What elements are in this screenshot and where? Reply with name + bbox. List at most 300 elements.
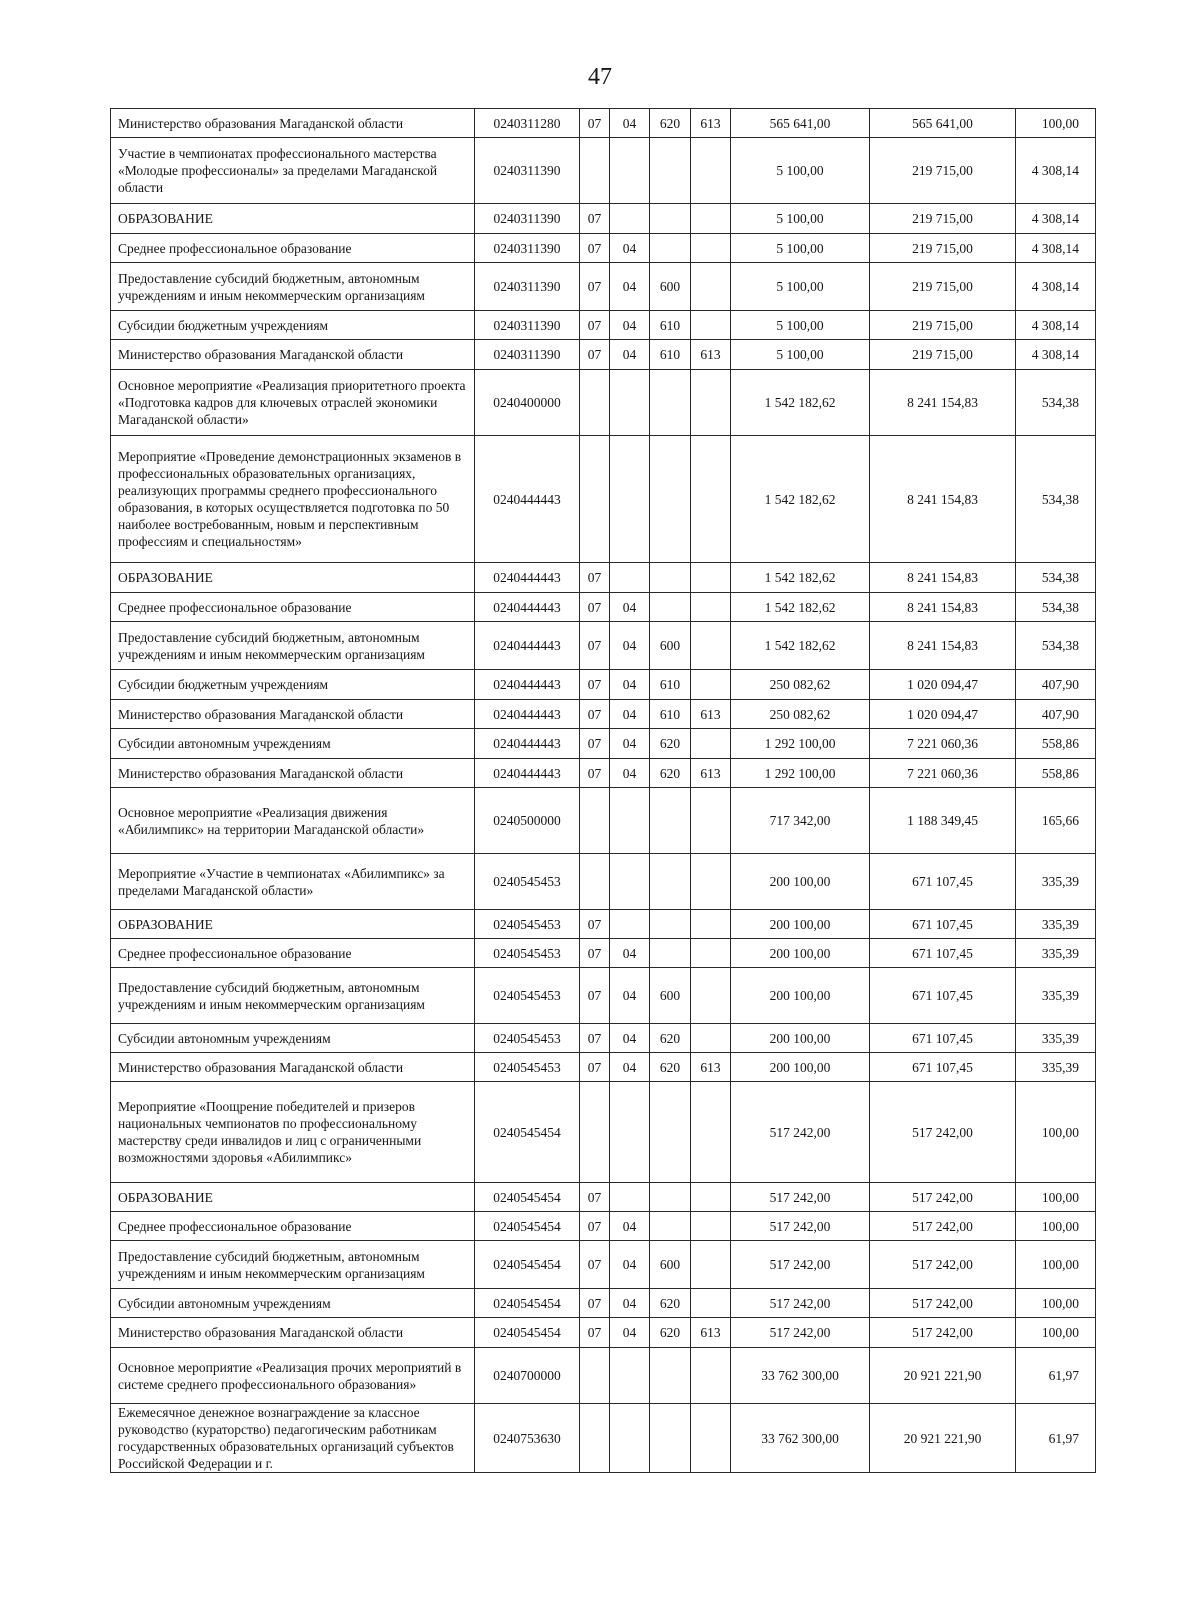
expense-type-code — [650, 234, 691, 263]
item-name: ОБРАЗОВАНИЕ — [111, 910, 475, 939]
executed-amount: 1 020 094,47 — [870, 700, 1016, 729]
expense-subtype-code — [691, 436, 731, 563]
table-row — [111, 593, 1096, 622]
target-code: 0240400000 — [475, 370, 580, 436]
item-name: Среднее профессиональное образование — [111, 593, 475, 622]
expense-subtype-code — [691, 263, 731, 311]
section-code: 07 — [580, 1212, 610, 1241]
subsection-code — [610, 1183, 650, 1212]
section-code: 07 — [580, 700, 610, 729]
target-code: 0240700000 — [475, 1348, 580, 1404]
item-name: Министерство образования Магаданской области — [111, 109, 475, 138]
expense-type-code — [650, 593, 691, 622]
section-code: 07 — [580, 234, 610, 263]
page-number: 47 — [588, 64, 612, 90]
executed-amount: 219 715,00 — [870, 204, 1016, 234]
target-code: 0240545453 — [475, 1024, 580, 1053]
table-body — [111, 109, 1096, 1473]
table-row — [111, 670, 1096, 700]
expense-type-code: 600 — [650, 622, 691, 670]
target-code: 0240545453 — [475, 910, 580, 939]
executed-amount: 671 107,45 — [870, 1053, 1016, 1082]
target-code: 0240311390 — [475, 263, 580, 311]
item-name: Субсидии автономным учреждениям — [111, 1289, 475, 1318]
executed-amount: 219 715,00 — [870, 263, 1016, 311]
execution-percent: 100,00 — [1016, 1082, 1096, 1183]
expense-type-code: 600 — [650, 968, 691, 1024]
expense-subtype-code — [691, 311, 731, 340]
target-code: 0240545454 — [475, 1082, 580, 1183]
section-code: 07 — [580, 563, 610, 593]
target-code: 0240545453 — [475, 854, 580, 910]
section-code — [580, 854, 610, 910]
planned-amount: 1 542 182,62 — [731, 370, 870, 436]
expense-type-code: 620 — [650, 1318, 691, 1348]
section-code: 07 — [580, 622, 610, 670]
subsection-code — [610, 854, 650, 910]
planned-amount: 517 242,00 — [731, 1183, 870, 1212]
execution-percent: 335,39 — [1016, 939, 1096, 968]
expense-type-code — [650, 1404, 691, 1473]
item-name: Ежемесячное денежное вознаграждение за классное руководство (кураторство) педагогическим работникам государственных образовательных организаций субъектов Российской Федерации и г. — [111, 1404, 475, 1473]
expense-type-code — [650, 436, 691, 563]
expense-subtype-code — [691, 968, 731, 1024]
section-code: 07 — [580, 670, 610, 700]
executed-amount: 1 188 349,45 — [870, 788, 1016, 854]
item-name: Основное мероприятие «Реализация приоритетного проекта «Подготовка кадров для ключевых отраслей экономики Магаданской области» — [111, 370, 475, 436]
table-row — [111, 138, 1096, 204]
item-name: Министерство образования Магаданской области — [111, 340, 475, 370]
executed-amount: 517 242,00 — [870, 1082, 1016, 1183]
planned-amount: 1 542 182,62 — [731, 593, 870, 622]
subsection-code — [610, 204, 650, 234]
table-row — [111, 939, 1096, 968]
expense-subtype-code — [691, 1348, 731, 1404]
planned-amount: 1 542 182,62 — [731, 622, 870, 670]
table-row — [111, 1053, 1096, 1082]
expense-type-code: 620 — [650, 1053, 691, 1082]
execution-percent: 100,00 — [1016, 109, 1096, 138]
execution-percent: 4 308,14 — [1016, 234, 1096, 263]
expense-type-code — [650, 939, 691, 968]
item-name: Предоставление субсидий бюджетным, автономным учреждениям и иным некоммерческим организациям — [111, 263, 475, 311]
planned-amount: 33 762 300,00 — [731, 1348, 870, 1404]
executed-amount: 8 241 154,83 — [870, 622, 1016, 670]
item-name: Мероприятие «Поощрение победителей и призеров национальных чемпионатов по профессиональному мастерству среди инвалидов и лиц с ограниченными возможностями здоровья «Абилимпикс» — [111, 1082, 475, 1183]
expense-subtype-code — [691, 593, 731, 622]
section-code — [580, 1082, 610, 1183]
expense-subtype-code: 613 — [691, 1053, 731, 1082]
executed-amount: 20 921 221,90 — [870, 1404, 1016, 1473]
section-code — [580, 138, 610, 204]
execution-percent: 4 308,14 — [1016, 204, 1096, 234]
execution-percent: 407,90 — [1016, 700, 1096, 729]
expense-type-code — [650, 788, 691, 854]
expense-type-code — [650, 1183, 691, 1212]
expense-type-code: 600 — [650, 1241, 691, 1289]
subsection-code: 04 — [610, 340, 650, 370]
target-code: 0240444443 — [475, 563, 580, 593]
executed-amount: 7 221 060,36 — [870, 729, 1016, 759]
execution-percent: 534,38 — [1016, 593, 1096, 622]
target-code: 0240545453 — [475, 1053, 580, 1082]
execution-percent: 335,39 — [1016, 968, 1096, 1024]
planned-amount: 200 100,00 — [731, 1024, 870, 1053]
item-name: Субсидии бюджетным учреждениям — [111, 311, 475, 340]
execution-percent: 4 308,14 — [1016, 311, 1096, 340]
section-code: 07 — [580, 910, 610, 939]
target-code: 0240545454 — [475, 1318, 580, 1348]
subsection-code — [610, 1082, 650, 1183]
target-code: 0240545454 — [475, 1212, 580, 1241]
section-code: 07 — [580, 1318, 610, 1348]
table-row — [111, 700, 1096, 729]
item-name: Среднее профессиональное образование — [111, 939, 475, 968]
planned-amount: 200 100,00 — [731, 1053, 870, 1082]
section-code — [580, 370, 610, 436]
section-code: 07 — [580, 593, 610, 622]
expense-subtype-code: 613 — [691, 700, 731, 729]
expense-type-code — [650, 563, 691, 593]
expense-type-code: 620 — [650, 729, 691, 759]
expense-subtype-code: 613 — [691, 759, 731, 788]
subsection-code: 04 — [610, 1318, 650, 1348]
expense-type-code: 610 — [650, 670, 691, 700]
expense-type-code: 600 — [650, 263, 691, 311]
table-row — [111, 854, 1096, 910]
section-code: 07 — [580, 109, 610, 138]
item-name: Предоставление субсидий бюджетным, автономным учреждениям и иным некоммерческим организациям — [111, 1241, 475, 1289]
section-code — [580, 788, 610, 854]
expense-type-code: 610 — [650, 700, 691, 729]
expense-subtype-code — [691, 1024, 731, 1053]
expense-type-code: 620 — [650, 759, 691, 788]
planned-amount: 250 082,62 — [731, 670, 870, 700]
execution-percent: 558,86 — [1016, 729, 1096, 759]
execution-percent: 100,00 — [1016, 1183, 1096, 1212]
item-name: ОБРАЗОВАНИЕ — [111, 563, 475, 593]
target-code: 0240311390 — [475, 311, 580, 340]
planned-amount: 1 542 182,62 — [731, 436, 870, 563]
table-row — [111, 1404, 1096, 1473]
section-code: 07 — [580, 939, 610, 968]
expense-type-code: 620 — [650, 1289, 691, 1318]
execution-percent: 534,38 — [1016, 622, 1096, 670]
planned-amount: 5 100,00 — [731, 340, 870, 370]
subsection-code: 04 — [610, 311, 650, 340]
execution-percent: 100,00 — [1016, 1241, 1096, 1289]
target-code: 0240753630 — [475, 1404, 580, 1473]
item-name: ОБРАЗОВАНИЕ — [111, 1183, 475, 1212]
executed-amount: 517 242,00 — [870, 1318, 1016, 1348]
expense-type-code — [650, 854, 691, 910]
executed-amount: 8 241 154,83 — [870, 436, 1016, 563]
table-row — [111, 759, 1096, 788]
expense-type-code — [650, 1348, 691, 1404]
expense-type-code: 620 — [650, 109, 691, 138]
target-code: 0240444443 — [475, 670, 580, 700]
item-name: Министерство образования Магаданской области — [111, 1318, 475, 1348]
table-row — [111, 263, 1096, 311]
table-row — [111, 729, 1096, 759]
execution-percent: 100,00 — [1016, 1212, 1096, 1241]
table-row — [111, 563, 1096, 593]
target-code: 0240311280 — [475, 109, 580, 138]
executed-amount: 517 242,00 — [870, 1241, 1016, 1289]
expense-type-code: 620 — [650, 1024, 691, 1053]
section-code: 07 — [580, 729, 610, 759]
item-name: Мероприятие «Проведение демонстрационных экзаменов в профессиональных образовательных организациях, реализующих программы среднего профессионального образования, в которых осуществляется подготовка по 50 наиболее востребованным, новым и перспективным профессиям и специальностям» — [111, 436, 475, 563]
target-code: 0240311390 — [475, 234, 580, 263]
executed-amount: 8 241 154,83 — [870, 370, 1016, 436]
subsection-code: 04 — [610, 622, 650, 670]
expense-subtype-code — [691, 1289, 731, 1318]
planned-amount: 1 542 182,62 — [731, 563, 870, 593]
execution-percent: 335,39 — [1016, 854, 1096, 910]
section-code — [580, 1404, 610, 1473]
target-code: 0240545453 — [475, 968, 580, 1024]
planned-amount: 250 082,62 — [731, 700, 870, 729]
section-code: 07 — [580, 759, 610, 788]
subsection-code: 04 — [610, 1053, 650, 1082]
subsection-code: 04 — [610, 939, 650, 968]
subsection-code: 04 — [610, 109, 650, 138]
table-row — [111, 968, 1096, 1024]
expense-subtype-code — [691, 1404, 731, 1473]
execution-percent: 165,66 — [1016, 788, 1096, 854]
section-code: 07 — [580, 1241, 610, 1289]
section-code: 07 — [580, 1289, 610, 1318]
planned-amount: 517 242,00 — [731, 1241, 870, 1289]
item-name: Основное мероприятие «Реализация прочих мероприятий в системе среднего профессионального образования» — [111, 1348, 475, 1404]
table-row — [111, 311, 1096, 340]
planned-amount: 200 100,00 — [731, 910, 870, 939]
planned-amount: 5 100,00 — [731, 234, 870, 263]
expense-subtype-code — [691, 939, 731, 968]
item-name: Мероприятие «Участие в чемпионатах «Абилимпикс» за пределами Магаданской области» — [111, 854, 475, 910]
planned-amount: 1 292 100,00 — [731, 759, 870, 788]
expense-subtype-code: 613 — [691, 109, 731, 138]
executed-amount: 219 715,00 — [870, 138, 1016, 204]
subsection-code — [610, 788, 650, 854]
target-code: 0240444443 — [475, 436, 580, 563]
budget-table — [110, 108, 1096, 1473]
executed-amount: 671 107,45 — [870, 939, 1016, 968]
table-row — [111, 1348, 1096, 1404]
item-name: Министерство образования Магаданской области — [111, 700, 475, 729]
target-code: 0240545454 — [475, 1183, 580, 1212]
subsection-code: 04 — [610, 1024, 650, 1053]
target-code: 0240444443 — [475, 759, 580, 788]
planned-amount: 517 242,00 — [731, 1289, 870, 1318]
expense-subtype-code — [691, 370, 731, 436]
subsection-code: 04 — [610, 968, 650, 1024]
executed-amount: 8 241 154,83 — [870, 593, 1016, 622]
subsection-code: 04 — [610, 263, 650, 311]
target-code: 0240311390 — [475, 204, 580, 234]
expense-type-code: 610 — [650, 311, 691, 340]
planned-amount: 200 100,00 — [731, 854, 870, 910]
expense-subtype-code — [691, 729, 731, 759]
item-name: Министерство образования Магаданской области — [111, 759, 475, 788]
expense-subtype-code — [691, 234, 731, 263]
section-code: 07 — [580, 311, 610, 340]
target-code: 0240444443 — [475, 700, 580, 729]
table-row — [111, 340, 1096, 370]
expense-subtype-code — [691, 138, 731, 204]
execution-percent: 4 308,14 — [1016, 138, 1096, 204]
expense-type-code — [650, 204, 691, 234]
table-row — [111, 204, 1096, 234]
target-code: 0240311390 — [475, 340, 580, 370]
expense-subtype-code — [691, 1212, 731, 1241]
planned-amount: 5 100,00 — [731, 138, 870, 204]
executed-amount: 20 921 221,90 — [870, 1348, 1016, 1404]
expense-subtype-code — [691, 910, 731, 939]
target-code: 0240545453 — [475, 939, 580, 968]
execution-percent: 100,00 — [1016, 1289, 1096, 1318]
table-row — [111, 109, 1096, 138]
table-row — [111, 1212, 1096, 1241]
expense-subtype-code: 613 — [691, 1318, 731, 1348]
item-name: ОБРАЗОВАНИЕ — [111, 204, 475, 234]
expense-type-code — [650, 1082, 691, 1183]
executed-amount: 1 020 094,47 — [870, 670, 1016, 700]
expense-type-code — [650, 138, 691, 204]
subsection-code: 04 — [610, 1212, 650, 1241]
planned-amount: 517 242,00 — [731, 1082, 870, 1183]
subsection-code: 04 — [610, 670, 650, 700]
execution-percent: 61,97 — [1016, 1348, 1096, 1404]
table-row — [111, 1024, 1096, 1053]
expense-subtype-code — [691, 1082, 731, 1183]
target-code: 0240311390 — [475, 138, 580, 204]
execution-percent: 61,97 — [1016, 1404, 1096, 1473]
subsection-code: 04 — [610, 1289, 650, 1318]
item-name: Основное мероприятие «Реализация движения «Абилимпикс» на территории Магаданской области» — [111, 788, 475, 854]
expense-type-code — [650, 910, 691, 939]
table-row — [111, 1318, 1096, 1348]
execution-percent: 534,38 — [1016, 563, 1096, 593]
planned-amount: 33 762 300,00 — [731, 1404, 870, 1473]
executed-amount: 565 641,00 — [870, 109, 1016, 138]
subsection-code — [610, 138, 650, 204]
table-row — [111, 622, 1096, 670]
planned-amount: 517 242,00 — [731, 1318, 870, 1348]
expense-subtype-code — [691, 1241, 731, 1289]
planned-amount: 5 100,00 — [731, 311, 870, 340]
execution-percent: 100,00 — [1016, 1318, 1096, 1348]
executed-amount: 671 107,45 — [870, 910, 1016, 939]
execution-percent: 407,90 — [1016, 670, 1096, 700]
executed-amount: 671 107,45 — [870, 1024, 1016, 1053]
section-code: 07 — [580, 340, 610, 370]
executed-amount: 8 241 154,83 — [870, 563, 1016, 593]
subsection-code — [610, 1348, 650, 1404]
target-code: 0240545454 — [475, 1289, 580, 1318]
execution-percent: 335,39 — [1016, 1024, 1096, 1053]
target-code: 0240444443 — [475, 622, 580, 670]
item-name: Среднее профессиональное образование — [111, 234, 475, 263]
expense-subtype-code — [691, 563, 731, 593]
subsection-code — [610, 436, 650, 563]
subsection-code: 04 — [610, 700, 650, 729]
section-code: 07 — [580, 1183, 610, 1212]
subsection-code: 04 — [610, 759, 650, 788]
execution-percent: 534,38 — [1016, 436, 1096, 563]
target-code: 0240500000 — [475, 788, 580, 854]
section-code: 07 — [580, 968, 610, 1024]
subsection-code — [610, 563, 650, 593]
item-name: Участие в чемпионатах профессионального мастерства «Молодые профессионалы» за пределами Магаданской области — [111, 138, 475, 204]
executed-amount: 671 107,45 — [870, 968, 1016, 1024]
execution-percent: 4 308,14 — [1016, 263, 1096, 311]
section-code — [580, 1348, 610, 1404]
table-row — [111, 1241, 1096, 1289]
planned-amount: 565 641,00 — [731, 109, 870, 138]
section-code: 07 — [580, 1053, 610, 1082]
executed-amount: 517 242,00 — [870, 1183, 1016, 1212]
planned-amount: 200 100,00 — [731, 939, 870, 968]
section-code: 07 — [580, 263, 610, 311]
item-name: Субсидии автономным учреждениям — [111, 1024, 475, 1053]
section-code — [580, 436, 610, 563]
expense-subtype-code — [691, 204, 731, 234]
section-code: 07 — [580, 204, 610, 234]
planned-amount: 517 242,00 — [731, 1212, 870, 1241]
expense-subtype-code: 613 — [691, 340, 731, 370]
executed-amount: 219 715,00 — [870, 340, 1016, 370]
subsection-code: 04 — [610, 1241, 650, 1289]
table-row — [111, 788, 1096, 854]
subsection-code — [610, 910, 650, 939]
executed-amount: 671 107,45 — [870, 854, 1016, 910]
target-code: 0240545454 — [475, 1241, 580, 1289]
execution-percent: 4 308,14 — [1016, 340, 1096, 370]
planned-amount: 200 100,00 — [731, 968, 870, 1024]
subsection-code: 04 — [610, 234, 650, 263]
subsection-code — [610, 370, 650, 436]
executed-amount: 517 242,00 — [870, 1289, 1016, 1318]
table-row — [111, 436, 1096, 563]
planned-amount: 5 100,00 — [731, 204, 870, 234]
item-name: Субсидии бюджетным учреждениям — [111, 670, 475, 700]
planned-amount: 717 342,00 — [731, 788, 870, 854]
expense-type-code: 610 — [650, 340, 691, 370]
expense-subtype-code — [691, 1183, 731, 1212]
expense-type-code — [650, 1212, 691, 1241]
item-name: Министерство образования Магаданской области — [111, 1053, 475, 1082]
expense-subtype-code — [691, 670, 731, 700]
subsection-code — [610, 1404, 650, 1473]
subsection-code: 04 — [610, 729, 650, 759]
planned-amount: 5 100,00 — [731, 263, 870, 311]
table-row — [111, 1289, 1096, 1318]
section-code: 07 — [580, 1024, 610, 1053]
execution-percent: 534,38 — [1016, 370, 1096, 436]
expense-subtype-code — [691, 788, 731, 854]
item-name: Предоставление субсидий бюджетным, автономным учреждениям и иным некоммерческим организациям — [111, 968, 475, 1024]
item-name: Предоставление субсидий бюджетным, автономным учреждениям и иным некоммерческим организациям — [111, 622, 475, 670]
table-row — [111, 1082, 1096, 1183]
executed-amount: 7 221 060,36 — [870, 759, 1016, 788]
expense-type-code — [650, 370, 691, 436]
item-name: Среднее профессиональное образование — [111, 1212, 475, 1241]
expense-subtype-code — [691, 622, 731, 670]
executed-amount: 517 242,00 — [870, 1212, 1016, 1241]
target-code: 0240444443 — [475, 593, 580, 622]
execution-percent: 335,39 — [1016, 910, 1096, 939]
